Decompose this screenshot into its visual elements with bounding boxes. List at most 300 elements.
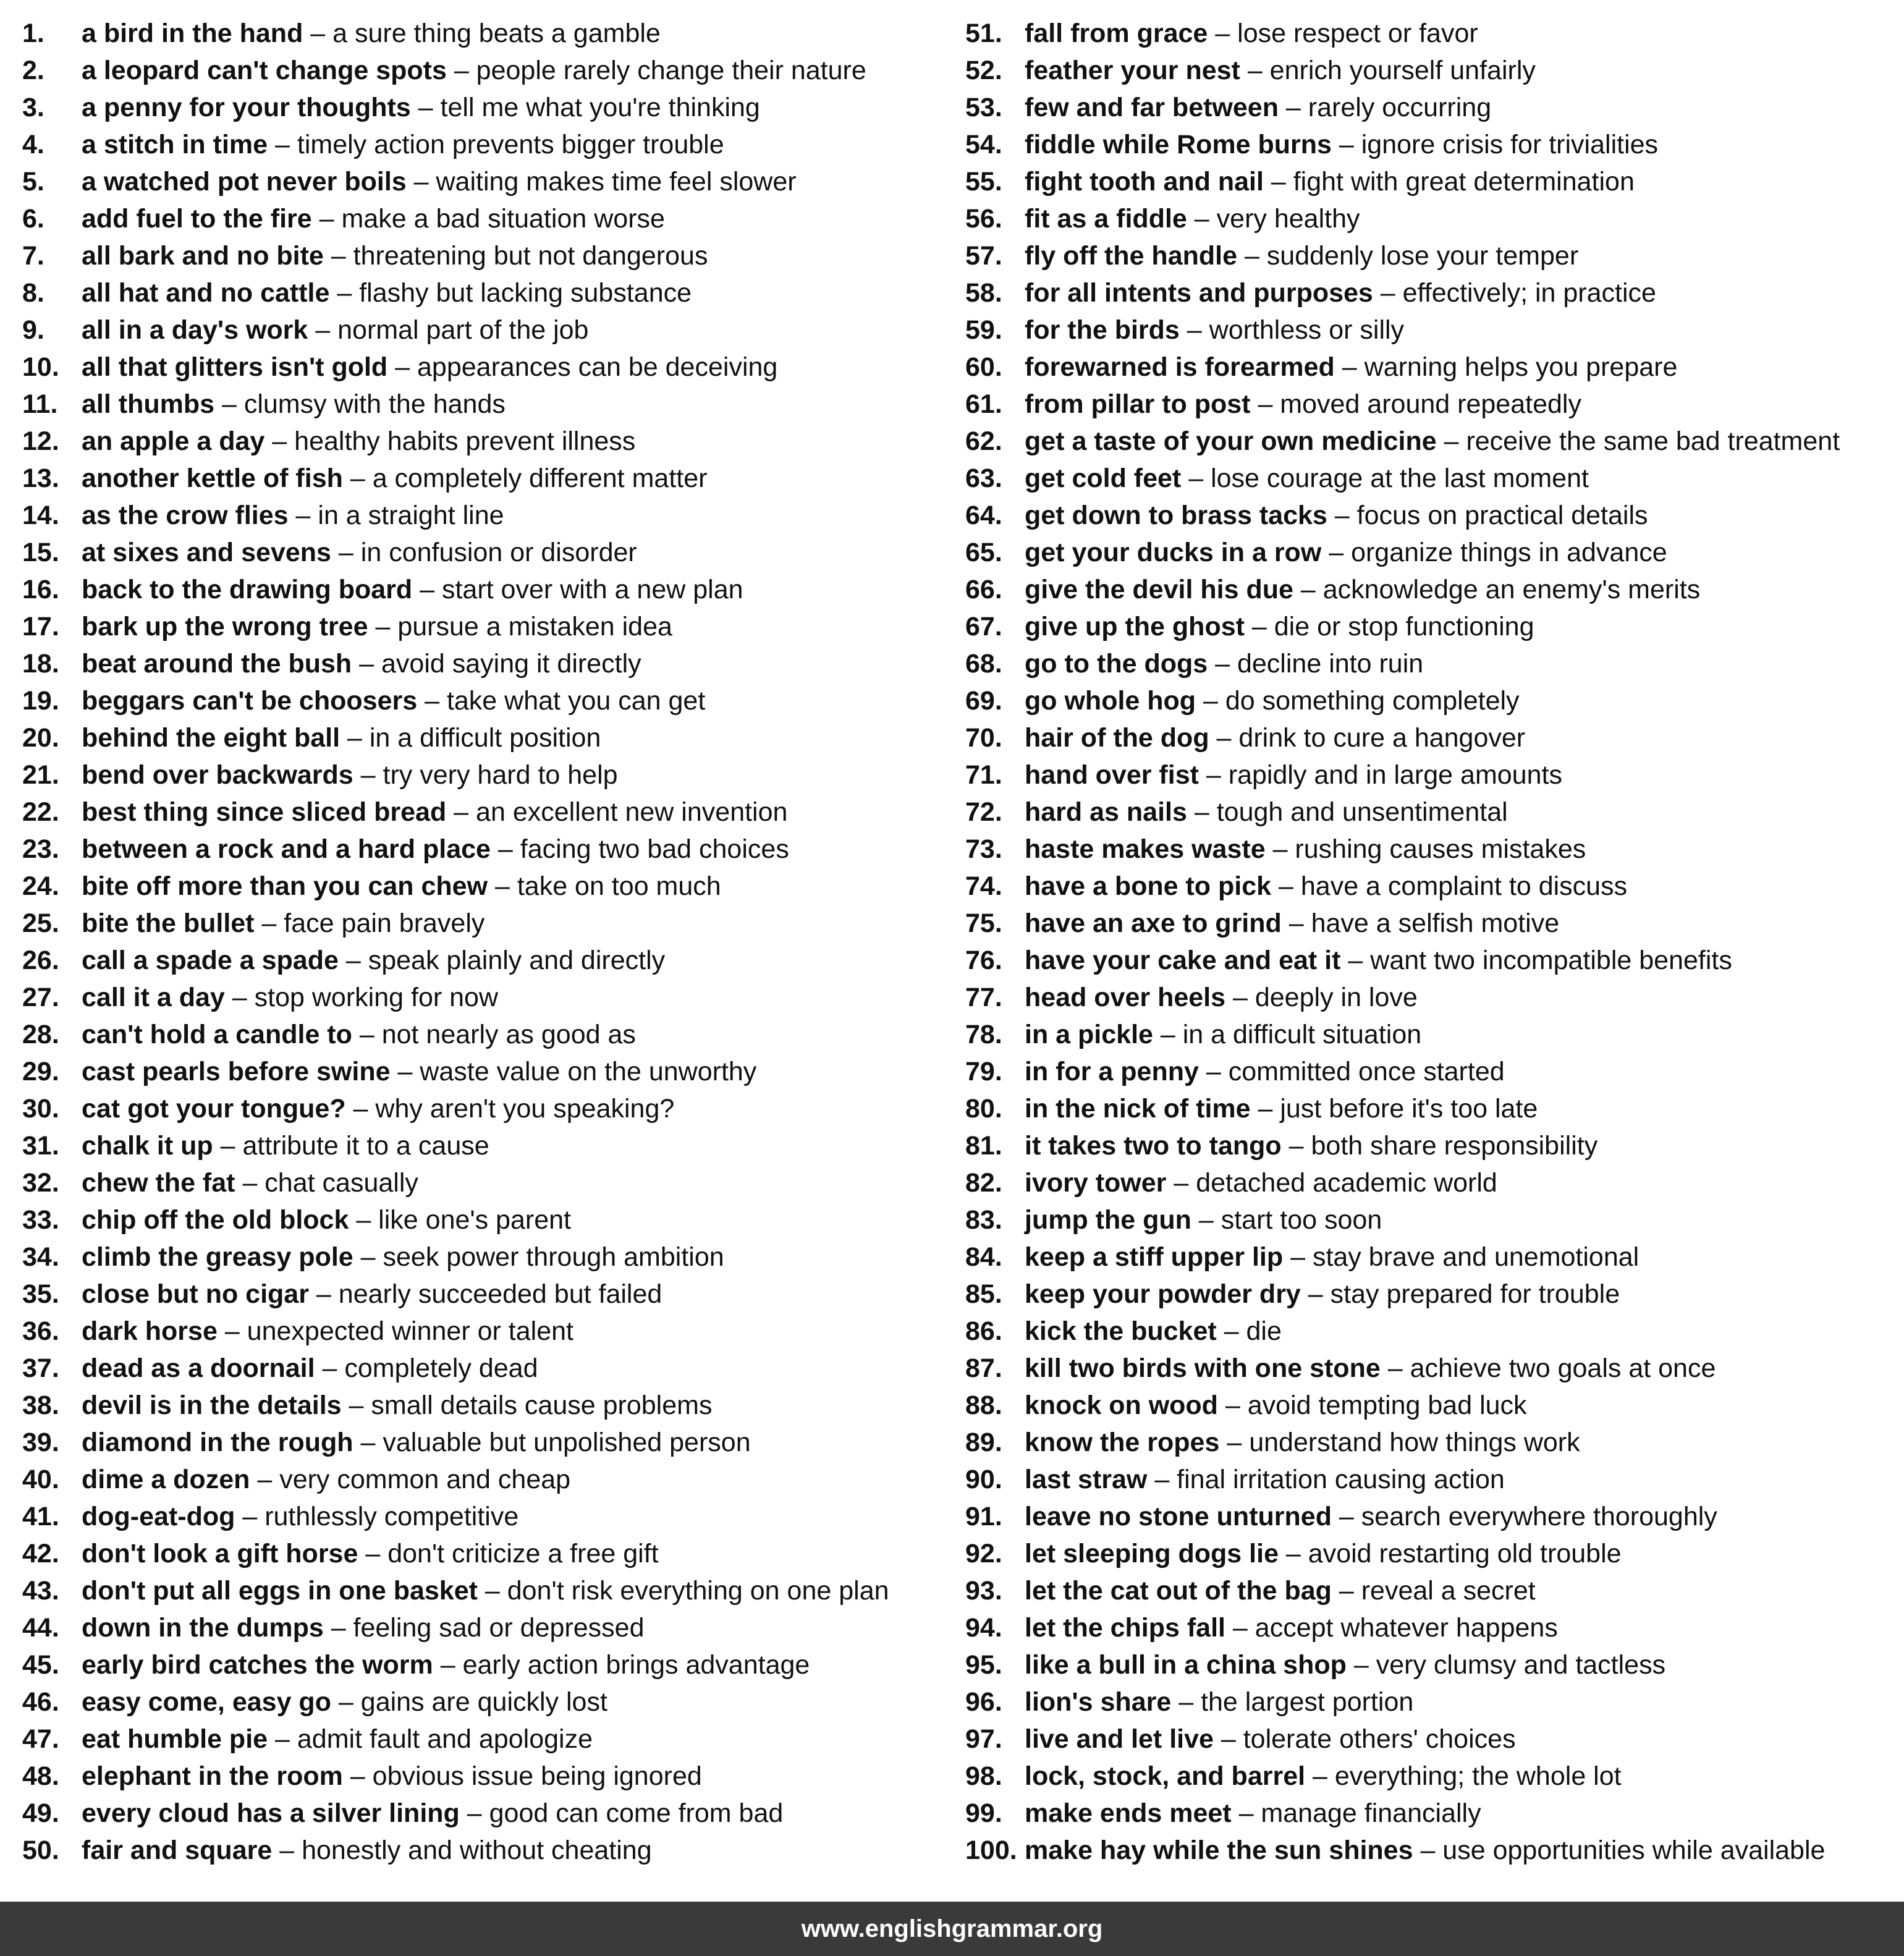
idiom-item (965, 1201, 1898, 1238)
idiom-meaning: – in a difficult position (340, 723, 601, 753)
idiom-meaning: – admit fault and apologize (268, 1724, 593, 1754)
idiom-number: 62. (965, 426, 1002, 456)
idiom-item (22, 52, 949, 89)
idiom-meaning: – effectively; in practice (1373, 278, 1656, 308)
idiom-item (965, 423, 1898, 460)
idiom-number: 18. (22, 649, 59, 679)
idiom-phrase: climb the greasy pole (82, 1242, 353, 1272)
idiom-item (22, 15, 949, 52)
idiom-number: 47. (22, 1724, 59, 1754)
idiom-item (965, 942, 1898, 979)
idiom-item (22, 1164, 949, 1201)
idiom-item (22, 1609, 949, 1646)
idiom-item (22, 1424, 949, 1461)
idiom-phrase: early bird catches the worm (82, 1650, 433, 1680)
idiom-phrase: all hat and no cattle (82, 278, 330, 308)
idiom-phrase: close but no cigar (82, 1279, 309, 1309)
idiom-meaning: – in a straight line (288, 501, 504, 530)
idiom-number: 10. (22, 352, 59, 382)
idiom-meaning: – an excellent new invention (446, 797, 788, 827)
idiom-number: 14. (22, 501, 59, 530)
idiom-meaning: – normal part of the job (308, 315, 589, 345)
idiom-number: 76. (965, 946, 1002, 975)
idiom-item (965, 1646, 1898, 1683)
idiom-number: 27. (22, 983, 59, 1012)
idiom-number: 15. (22, 538, 59, 567)
idiom-meaning: – facing two bad choices (490, 834, 789, 864)
idiom-phrase: fall from grace (1025, 19, 1208, 48)
idiom-item (965, 1683, 1898, 1721)
idiom-item (22, 1053, 949, 1090)
idiom-phrase: get down to brass tacks (1025, 501, 1327, 530)
idiom-column-left (22, 15, 949, 1869)
idiom-item (965, 1127, 1898, 1164)
idiom-item (965, 1572, 1898, 1609)
idiom-number: 84. (965, 1242, 1002, 1272)
idiom-item (965, 1164, 1898, 1201)
idiom-meaning: – very common and cheap (250, 1465, 571, 1494)
idiom-meaning: – rarely occurring (1278, 93, 1492, 122)
idiom-meaning: – small details cause problems (341, 1391, 713, 1420)
idiom-meaning: – deeply in love (1225, 983, 1418, 1012)
idiom-meaning: – final irritation causing action (1147, 1465, 1505, 1494)
idiom-item (965, 15, 1898, 52)
idiom-number: 23. (22, 834, 59, 864)
idiom-number: 93. (965, 1576, 1002, 1606)
idiom-phrase: down in the dumps (82, 1613, 324, 1643)
idiom-number: 26. (22, 946, 59, 975)
idiom-number: 31. (22, 1131, 59, 1161)
idiom-number: 91. (965, 1502, 1002, 1531)
idiom-meaning: – early action brings advantage (433, 1650, 810, 1680)
idiom-number: 13. (22, 464, 59, 493)
idiom-item (22, 1090, 949, 1127)
idiom-meaning: – organize things in advance (1321, 538, 1667, 567)
idiom-meaning: – worthless or silly (1179, 315, 1405, 345)
idiom-phrase: for all intents and purposes (1025, 278, 1373, 308)
idiom-phrase: leave no stone unturned (1025, 1502, 1332, 1531)
idiom-number: 73. (965, 834, 1002, 864)
idiom-number: 4. (22, 130, 44, 159)
idiom-item (22, 979, 949, 1016)
idiom-number: 63. (965, 464, 1002, 493)
idiom-item (965, 1535, 1898, 1572)
idiom-item (22, 386, 949, 423)
idiom-phrase: let the cat out of the bag (1025, 1576, 1332, 1606)
idiom-item (22, 1461, 949, 1498)
idiom-item (965, 682, 1898, 719)
idiom-phrase: bite the bullet (82, 908, 255, 938)
idiom-item (965, 571, 1898, 608)
idiom-number: 9. (22, 315, 44, 345)
idiom-phrase: elephant in the room (82, 1761, 343, 1791)
idiom-item (965, 126, 1898, 163)
idiom-phrase: all that glitters isn't gold (82, 352, 388, 382)
idiom-phrase: get a taste of your own medicine (1025, 426, 1437, 456)
idiom-item (965, 1313, 1898, 1350)
idiom-item (965, 868, 1898, 905)
idiom-item (965, 1424, 1898, 1461)
idiom-meaning: – manage financially (1231, 1798, 1481, 1828)
idiom-number: 48. (22, 1761, 59, 1791)
idiom-meaning: – ignore crisis for trivialities (1331, 130, 1659, 159)
idiom-phrase: as the crow flies (82, 501, 289, 530)
idiom-number: 59. (965, 315, 1002, 345)
idiom-meaning: – unexpected winner or talent (217, 1316, 573, 1346)
idiom-phrase: in the nick of time (1025, 1094, 1251, 1124)
idiom-number: 8. (22, 278, 44, 308)
idiom-number: 94. (965, 1613, 1002, 1643)
idiom-number: 1. (22, 19, 44, 48)
idiom-item (22, 1313, 949, 1350)
idiom-phrase: a bird in the hand (82, 19, 303, 48)
idiom-meaning: – receive the same bad treatment (1436, 426, 1840, 456)
idiom-phrase: an apple a day (82, 426, 265, 456)
idiom-phrase: at sixes and sevens (82, 538, 331, 567)
idiom-meaning: – acknowledge an enemy's merits (1293, 575, 1701, 604)
idiom-number: 29. (22, 1057, 59, 1086)
idiom-phrase: lock, stock, and barrel (1025, 1761, 1306, 1791)
idiom-phrase: let the chips fall (1025, 1613, 1225, 1643)
idiom-item (22, 719, 949, 756)
idiom-item (965, 52, 1898, 89)
idiom-item (22, 1683, 949, 1721)
idiom-meaning: – detached academic world (1166, 1168, 1497, 1198)
idiom-meaning: – nearly succeeded but failed (308, 1279, 662, 1309)
idiom-item (965, 1498, 1898, 1535)
idiom-phrase: have an axe to grind (1025, 908, 1282, 938)
idiom-item (22, 1795, 949, 1832)
idiom-item (965, 1053, 1898, 1090)
idiom-item (22, 349, 949, 386)
idiom-number: 25. (22, 908, 59, 938)
idiom-number: 56. (965, 204, 1002, 234)
idiom-number: 51. (965, 19, 1002, 48)
idiom-meaning: – take on too much (488, 871, 721, 901)
idiom-phrase: fair and square (82, 1835, 273, 1865)
idiom-item (22, 1276, 949, 1313)
idiom-phrase: devil is in the details (82, 1391, 342, 1420)
idiom-phrase: have your cake and eat it (1025, 946, 1341, 975)
idiom-number: 77. (965, 983, 1002, 1012)
idiom-item (965, 1238, 1898, 1276)
idiom-number: 82. (965, 1168, 1002, 1198)
idiom-phrase: kill two birds with one stone (1025, 1353, 1381, 1383)
idiom-item (965, 163, 1898, 200)
idiom-phrase: dark horse (82, 1316, 218, 1346)
idiom-phrase: go whole hog (1025, 686, 1196, 716)
idiom-phrase: fight tooth and nail (1025, 167, 1264, 197)
idiom-item (965, 311, 1898, 349)
idiom-meaning: – face pain bravely (254, 908, 485, 938)
idiom-meaning: – feeling sad or depressed (323, 1613, 645, 1643)
idiom-number: 19. (22, 686, 59, 716)
idiom-phrase: cast pearls before swine (82, 1057, 391, 1086)
idiom-phrase: keep your powder dry (1025, 1279, 1301, 1309)
idiom-meaning: – fight with great determination (1263, 167, 1635, 197)
idiom-phrase: lion's share (1025, 1687, 1172, 1717)
idiom-meaning: – honestly and without cheating (272, 1835, 652, 1865)
idiom-meaning: – stay prepared for trouble (1300, 1279, 1620, 1309)
idiom-number: 78. (965, 1020, 1002, 1049)
idiom-phrase: know the ropes (1025, 1428, 1220, 1457)
idiom-meaning: – like one's parent (349, 1205, 571, 1235)
idiom-item (965, 89, 1898, 126)
idiom-phrase: for the birds (1025, 315, 1180, 345)
idiom-number: 74. (965, 871, 1002, 901)
idiom-meaning: – start too soon (1191, 1205, 1382, 1235)
idiom-item (22, 1572, 949, 1609)
idiom-number: 46. (22, 1687, 59, 1717)
idiom-meaning: – people rarely change their nature (446, 56, 866, 85)
idiom-number: 80. (965, 1094, 1002, 1124)
idiom-number: 97. (965, 1724, 1002, 1754)
idiom-meaning: – have a complaint to discuss (1271, 871, 1628, 901)
idiom-number: 99. (965, 1798, 1002, 1828)
idiom-item (22, 311, 949, 349)
idiom-number: 89. (965, 1428, 1002, 1457)
idiom-phrase: chip off the old block (82, 1205, 349, 1235)
idiom-item (965, 1350, 1898, 1387)
idiom-phrase: haste makes waste (1025, 834, 1266, 864)
idiom-number: 85. (965, 1279, 1002, 1309)
idiom-item (22, 794, 949, 831)
idiom-phrase: best thing since sliced bread (82, 797, 447, 827)
idiom-meaning: – very clumsy and tactless (1346, 1650, 1666, 1680)
idiom-phrase: don't look a gift horse (82, 1539, 358, 1569)
idiom-item (22, 1016, 949, 1053)
idiom-number: 81. (965, 1131, 1002, 1161)
idiom-number: 68. (965, 649, 1002, 679)
idiom-number: 30. (22, 1094, 59, 1124)
idiom-number: 33. (22, 1205, 59, 1235)
idiom-phrase: kick the bucket (1025, 1316, 1217, 1346)
idiom-number: 37. (22, 1353, 59, 1383)
idiom-number: 92. (965, 1539, 1002, 1569)
idiom-number: 69. (965, 686, 1002, 716)
idiom-phrase: jump the gun (1025, 1205, 1191, 1235)
idiom-item (22, 1832, 949, 1869)
idiom-meaning: – lose courage at the last moment (1181, 464, 1589, 493)
idiom-item (22, 1498, 949, 1535)
idiom-phrase: a watched pot never boils (82, 167, 407, 197)
idiom-number: 90. (965, 1465, 1002, 1494)
idiom-number: 6. (22, 204, 44, 234)
idiom-item (22, 274, 949, 311)
idiom-meaning: – die (1216, 1316, 1282, 1346)
idiom-phrase: dog-eat-dog (82, 1502, 235, 1531)
idiom-phrase: bark up the wrong tree (82, 612, 368, 641)
idiom-meaning: – focus on practical details (1327, 501, 1648, 530)
idiom-meaning: – obvious issue being ignored (342, 1761, 702, 1791)
idiom-item (22, 645, 949, 682)
idiom-meaning: – why aren't you speaking? (345, 1094, 675, 1124)
idiom-number: 16. (22, 575, 59, 604)
idiom-meaning: – committed once started (1198, 1057, 1505, 1086)
idiom-meaning: – clumsy with the hands (214, 389, 506, 419)
idiom-phrase: cat got your tongue? (82, 1094, 346, 1124)
idiom-meaning: – try very hard to help (353, 760, 618, 790)
idiom-phrase: hand over fist (1025, 760, 1199, 790)
idiom-item (965, 1461, 1898, 1498)
idiom-item (965, 1016, 1898, 1053)
idiom-meaning: – stay brave and unemotional (1283, 1242, 1640, 1272)
idiom-item (22, 497, 949, 534)
idiom-phrase: give the devil his due (1025, 575, 1293, 604)
idiom-meaning: – warning helps you prepare (1334, 352, 1678, 382)
idiom-number: 86. (965, 1316, 1002, 1346)
idiom-item (22, 756, 949, 794)
idiom-item (22, 126, 949, 163)
idiom-meaning: – chat casually (235, 1168, 418, 1198)
idiom-phrase: eat humble pie (82, 1724, 268, 1754)
idiom-phrase: from pillar to post (1025, 389, 1251, 419)
idiom-number: 32. (22, 1168, 59, 1198)
idiom-phrase: keep a stiff upper lip (1025, 1242, 1284, 1272)
idiom-meaning: – lose respect or favor (1208, 19, 1478, 48)
idiom-meaning: – drink to cure a hangover (1209, 723, 1526, 753)
idiom-phrase: all in a day's work (82, 315, 308, 345)
idiom-item (22, 1350, 949, 1387)
idiom-number: 36. (22, 1316, 59, 1346)
idiom-phrase: fiddle while Rome burns (1025, 130, 1332, 159)
idiom-meaning: – ruthlessly competitive (235, 1502, 519, 1531)
idiom-item (22, 1238, 949, 1276)
idiom-phrase: get your ducks in a row (1025, 538, 1322, 567)
idiom-item (22, 1201, 949, 1238)
idiom-meaning: – rapidly and in large amounts (1198, 760, 1562, 790)
idiom-meaning: – in a difficult situation (1153, 1020, 1422, 1049)
idiom-number: 2. (22, 56, 44, 85)
idiom-number: 5. (22, 167, 44, 197)
idiom-meaning: – avoid saying it directly (352, 649, 641, 679)
idiom-item (965, 274, 1898, 311)
idiom-phrase: forewarned is forearmed (1025, 352, 1335, 382)
idiom-meaning: – appearances can be deceiving (387, 352, 778, 382)
idiom-item (965, 1832, 1898, 1869)
idiom-number: 72. (965, 797, 1002, 827)
idiom-item (965, 756, 1898, 794)
idiom-number: 88. (965, 1391, 1002, 1420)
idiom-meaning: – don't risk everything on one plan (477, 1576, 889, 1606)
idiom-meaning: – moved around repeatedly (1250, 389, 1581, 419)
idiom-phrase: fit as a fiddle (1025, 204, 1187, 234)
idiom-item (22, 460, 949, 497)
idiom-phrase: another kettle of fish (82, 464, 343, 493)
idiom-number: 55. (965, 167, 1002, 197)
idiom-item (22, 534, 949, 571)
idiom-item (965, 1609, 1898, 1646)
idiom-item (965, 1721, 1898, 1758)
idiom-number: 95. (965, 1650, 1002, 1680)
idiom-number: 12. (22, 426, 59, 456)
idiom-number: 54. (965, 130, 1002, 159)
idiom-meaning: – a sure thing beats a gamble (303, 19, 661, 48)
idiom-phrase: it takes two to tango (1025, 1131, 1282, 1161)
idiom-number: 96. (965, 1687, 1002, 1717)
idiom-phrase: go to the dogs (1025, 649, 1208, 679)
idiom-number: 44. (22, 1613, 59, 1643)
idiom-meaning: – rushing causes mistakes (1265, 834, 1586, 864)
idiom-meaning: – stop working for now (224, 983, 499, 1012)
idiom-meaning: – pursue a mistaken idea (368, 612, 672, 641)
idiom-phrase: call a spade a spade (82, 946, 339, 975)
idiom-meaning: – gains are quickly lost (331, 1687, 607, 1717)
idiom-phrase: back to the drawing board (82, 575, 413, 604)
idiom-meaning: – search everywhere thoroughly (1331, 1502, 1717, 1531)
idiom-item (22, 608, 949, 645)
idiom-meaning: – everything; the whole lot (1305, 1761, 1622, 1791)
idiom-meaning: – a completely different matter (342, 464, 708, 493)
idiom-number: 20. (22, 723, 59, 753)
idiom-item (22, 89, 949, 126)
idiom-phrase: make hay while the sun shines (1025, 1835, 1413, 1865)
idiom-item (22, 200, 949, 237)
idiom-item (965, 645, 1898, 682)
idiom-meaning: – threatening but not dangerous (323, 241, 708, 271)
idiom-number: 17. (22, 612, 59, 641)
idiom-number: 52. (965, 56, 1002, 85)
idiom-meaning: – achieve two goals at once (1380, 1353, 1716, 1383)
idiom-number: 34. (22, 1242, 59, 1272)
idiom-phrase: a stitch in time (82, 130, 268, 159)
idiom-number: 64. (965, 501, 1002, 530)
idiom-phrase: dead as a doornail (82, 1353, 315, 1383)
idiom-number: 21. (22, 760, 59, 790)
idiom-meaning: – tolerate others' choices (1213, 1724, 1516, 1754)
idiom-number: 65. (965, 538, 1002, 567)
idiom-meaning: – accept whatever happens (1225, 1613, 1558, 1643)
idiom-meaning: – speak plainly and directly (338, 946, 666, 975)
idiom-meaning: – completely dead (315, 1353, 538, 1383)
idiom-item (965, 979, 1898, 1016)
idiom-number: 35. (22, 1279, 59, 1309)
idiom-meaning: – understand how things work (1219, 1428, 1580, 1457)
idiom-meaning: – die or stop functioning (1244, 612, 1534, 641)
idiom-phrase: a penny for your thoughts (82, 93, 411, 122)
idiom-item (22, 1758, 949, 1795)
idiom-item (965, 608, 1898, 645)
idiom-item (965, 1758, 1898, 1795)
idiom-meaning: – avoid tempting bad luck (1217, 1391, 1527, 1420)
idiom-phrase: bend over backwards (82, 760, 353, 790)
idiom-phrase: don't put all eggs in one basket (82, 1576, 478, 1606)
idiom-phrase: hard as nails (1025, 797, 1187, 827)
idiom-item (22, 1646, 949, 1683)
idiom-phrase: bite off more than you can chew (82, 871, 488, 901)
idiom-meaning: – make a bad situation worse (311, 204, 665, 234)
idiom-meaning: – very healthy (1187, 204, 1360, 234)
idiom-meaning: – attribute it to a cause (213, 1131, 489, 1161)
idiom-number: 100. (965, 1835, 1017, 1865)
idiom-meaning: – want two incompatible benefits (1340, 946, 1732, 975)
idiom-meaning: – suddenly lose your temper (1237, 241, 1579, 271)
idiom-phrase: all bark and no bite (82, 241, 324, 271)
idiom-number: 11. (22, 389, 58, 419)
idiom-item (22, 905, 949, 942)
idiom-item (965, 1387, 1898, 1424)
idiom-phrase: in a pickle (1025, 1020, 1153, 1049)
idiom-number: 79. (965, 1057, 1002, 1086)
idiom-number: 40. (22, 1465, 59, 1494)
idiom-phrase: behind the eight ball (82, 723, 341, 753)
idiom-phrase: like a bull in a china shop (1025, 1650, 1347, 1680)
idiom-number: 41. (22, 1502, 59, 1531)
idiom-item (22, 163, 949, 200)
idiom-number: 50. (22, 1835, 59, 1865)
idiom-meaning: – just before it's too late (1250, 1094, 1538, 1124)
footer-site-link[interactable]: www.englishgrammar.org (0, 1902, 1904, 1956)
